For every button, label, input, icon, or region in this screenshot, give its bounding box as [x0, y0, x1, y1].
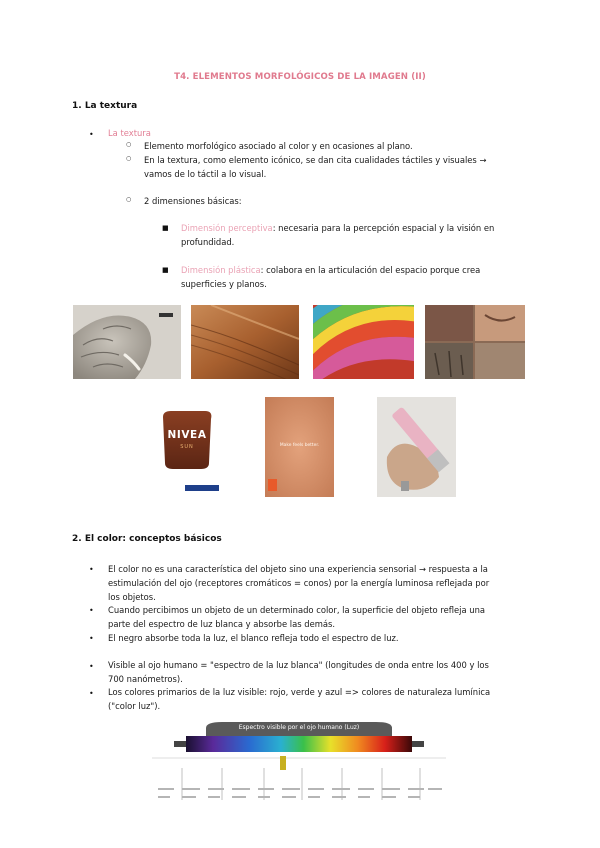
color-paragraph-2-line-1: Cuando percibimos un objeto de un determinado color, la superficie del objeto refleja una — [108, 605, 486, 615]
color-paragraph-1-line-2: estimulación del ojo (receptores cromáticos = conos) por la energía luminosa reflejada por — [108, 578, 490, 588]
texture-sub-3: 2 dimensiones básicas: — [144, 196, 242, 206]
bullet-dot: • — [89, 662, 94, 671]
bullet-circle: ○ — [126, 155, 132, 162]
skin-texture-ad-image — [265, 397, 334, 497]
rainbow-fabric-texture-image — [313, 305, 414, 379]
texture-sub-2-line-1: En la textura, como elemento icónico, se dan cita cualidades táctiles y visuales → — [144, 155, 487, 165]
texture-sub-1: Elemento morfológico asociado al color y en ocasiones al plano. — [144, 141, 413, 151]
section-2-heading: 2. El color: conceptos básicos — [72, 534, 222, 544]
texture-term: La textura — [108, 128, 151, 138]
bullet-dot: • — [89, 130, 94, 139]
texture-sub-2-line-2: vamos de lo táctil a lo visual. — [144, 169, 267, 179]
nivea-sun-ad-image — [151, 397, 223, 497]
page-title: T4. ELEMENTOS MORFOLÓGICOS DE LA IMAGEN (II) — [174, 72, 426, 82]
bullet-dot: • — [89, 634, 94, 643]
skin-ad-caption: Make feels better. — [279, 443, 320, 448]
bullet-dot: • — [89, 689, 94, 698]
bullet-dot: • — [89, 565, 94, 574]
color-paragraph-1-line-1: El color no es una característica del objeto sino una experiencia sensorial → respuesta a la — [108, 564, 488, 574]
bullet-dot: • — [89, 606, 94, 615]
elephant-texture-image — [73, 305, 181, 379]
visible-spectrum-diagram — [152, 722, 446, 812]
nivea-brand-text: NIVEA — [167, 429, 207, 441]
dimension-perceptive-line-2: profundidad. — [181, 237, 235, 247]
bullet-square: ■ — [162, 266, 169, 274]
color-paragraph-1-line-3: los objetos. — [108, 592, 156, 602]
bullet-circle: ○ — [126, 196, 132, 203]
section-1-heading: 1. La textura — [72, 101, 138, 111]
spectrum-title: Espectro visible por el ojo humano (Luz) — [238, 724, 360, 731]
dimension-plastic-line-2: superficies y planos. — [181, 279, 267, 289]
dimension-perceptive-line-1: Dimensión perceptiva: necesaria para la percepción espacial y la visión en — [181, 223, 495, 233]
dimension-perceptive-term: Dimensión perceptiva — [181, 223, 273, 233]
dimension-plastic-term: Dimensión plástica — [181, 265, 261, 275]
dimension-plastic-line-1: Dimensión plástica: colabora en la articulación del espacio porque crea — [181, 265, 481, 275]
color-paragraph-2-line-2: parte del espectro de luz blanca y absorbe las demás. — [108, 619, 336, 629]
sand-dune-texture-image — [191, 305, 299, 379]
color-paragraph-5-line-2: ("color luz"). — [108, 701, 161, 711]
bullet-circle: ○ — [126, 141, 132, 148]
rust-wall-texture-image — [425, 305, 525, 379]
color-paragraph-5-line-1: Los colores primarios de la luz visible: rojo, verde y azul => colores de naturaleza lumínica — [108, 687, 491, 697]
bullet-square: ■ — [162, 224, 169, 232]
color-paragraph-3: El negro absorbe toda la luz, el blanco refleja todo el espectro de luz. — [108, 633, 399, 643]
nivea-sun-text: SUN — [180, 444, 194, 450]
makeup-texture-ad-image — [377, 397, 456, 497]
color-paragraph-4-line-2: 700 nanómetros). — [108, 674, 183, 684]
color-paragraph-4-line-1: Visible al ojo humano = "espectro de la luz blanca" (longitudes de onda entre los 400 y los — [108, 660, 489, 670]
